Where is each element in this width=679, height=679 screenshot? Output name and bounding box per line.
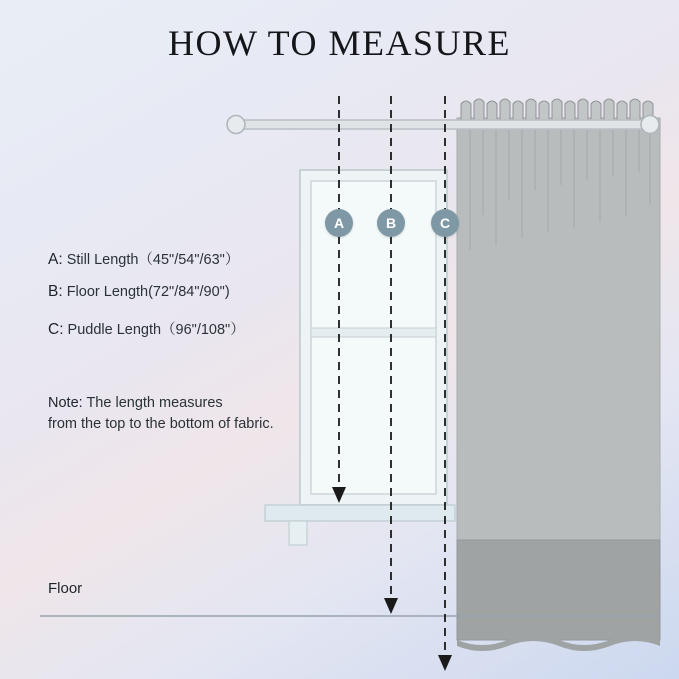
note-block [48, 393, 274, 435]
curtain-rod [234, 120, 649, 129]
legend-key-c: C: [48, 321, 64, 338]
badge-b: B [377, 209, 405, 237]
window-group [265, 170, 455, 545]
legend-key-b: B: [48, 283, 63, 300]
rod-finial-right [641, 116, 659, 134]
window-sill [265, 505, 455, 521]
legend-text-a: Still Length（45"/54"/63"） [66, 252, 240, 268]
legend-item-b [48, 283, 230, 301]
curtain-hem [457, 540, 660, 640]
rod-finial-left [227, 116, 245, 134]
note-line-1: The length measures [86, 395, 223, 411]
legend-item-c [48, 318, 245, 339]
curtain-header-ruffles [461, 99, 653, 122]
legend-text-c: Puddle Length（96"/108"） [67, 322, 245, 338]
window-apron [289, 521, 307, 545]
arrow-c [438, 655, 452, 671]
arrow-b [384, 598, 398, 614]
legend-item-a [48, 248, 239, 269]
note-label: Note: [48, 395, 83, 411]
page-title: HOW TO MEASURE [167, 23, 512, 63]
curtain-group [457, 99, 660, 651]
badge-c: C [431, 209, 459, 237]
badge-a: A [325, 209, 353, 237]
legend-text-b: Floor Length(72"/84"/90") [66, 284, 230, 300]
legend-key-a: A: [48, 251, 63, 268]
note-line-2: from the top to the bottom of fabric. [48, 416, 274, 432]
window-mid-rail [311, 328, 436, 337]
curtain-panel [457, 118, 660, 540]
floor-label: Floor [48, 580, 83, 597]
